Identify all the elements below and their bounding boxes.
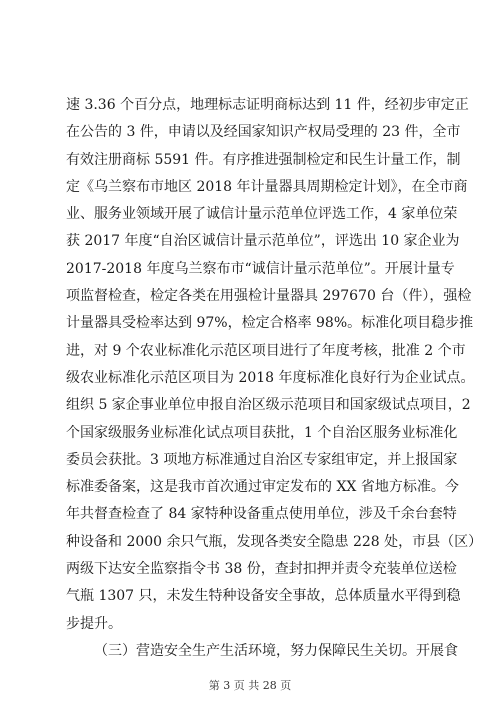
text-line: 业、服务业领域开展了诚信计量示范单位评选工作，4 家单位荣 xyxy=(66,206,458,223)
text-line: 委员会获批。3 项地方标准通过自治区专家组审定，并上报国家 xyxy=(66,451,458,468)
text-line: 定《乌兰察布市地区 2018 年计量器具周期检定计划》，在全市商 xyxy=(66,178,468,195)
text-line: 两级下达安全监察指令书 38 份，查封扣押并责令充装单位送检 xyxy=(66,561,457,578)
text-line: 气瓶 1307 只，未发生特种设备安全事故，总体质量水平得到稳 xyxy=(66,588,461,605)
page-footer: 第 3 页 共 28 页 xyxy=(208,679,292,692)
text-line: 2017-2018 年度乌兰察布市“诚信计量示范单位”。开展计量专 xyxy=(66,260,455,277)
text-line: 个国家级服务业标准化试点项目获批，1 个自治区服务业标准化 xyxy=(66,424,458,441)
section-heading-line: （三）营造安全生产生活环境，努力保障民生关切。开展食 xyxy=(94,642,458,659)
text-line: 速 3.36 个百分点，地理标志证明商标达到 11 件，经初步审定正 xyxy=(66,97,469,113)
text-line: 有效注册商标 5591 件。有序推进强制检定和民生计量工作，制 xyxy=(66,151,461,168)
text-line: 标准委备案，这是我市首次通过审定发布的 XX 省地方标准。今 xyxy=(66,479,459,496)
text-line: 在公告的 3 件，申请以及经国家知识产权局受理的 23 件，全市 xyxy=(66,124,461,141)
text-line: 年共督查检查了 84 家特种设备重点使用单位，涉及千余台套特 xyxy=(66,506,457,523)
text-line: 组织 5 家企事业单位申报自治区级示范项目和国家级试点项目，2 xyxy=(66,397,471,414)
document-body xyxy=(66,92,483,665)
paragraph-end-line: 步提升。 xyxy=(66,615,122,632)
text-line: 获 2017 年度“自治区诚信计量示范单位”，评选出 10 家企业为 xyxy=(66,233,460,250)
text-line: 种设备和 2000 余只气瓶，发现各类安全隐患 228 处，市县（区） xyxy=(66,533,483,550)
text-line: 计量器具受检率达到 97%，检定合格率 98%。标准化项目稳步推 xyxy=(66,315,474,332)
text-line: 项监督检查，检定各类在用强检计量器具 297670 台（件），强检 xyxy=(66,288,472,305)
text-line: 级农业标准化示范区项目为 2018 年度标准化良好行为企业试点。 xyxy=(66,369,475,386)
text-line: 进，对 9 个农业标准化示范区项目进行了年度考核，批准 2 个市 xyxy=(66,342,466,359)
